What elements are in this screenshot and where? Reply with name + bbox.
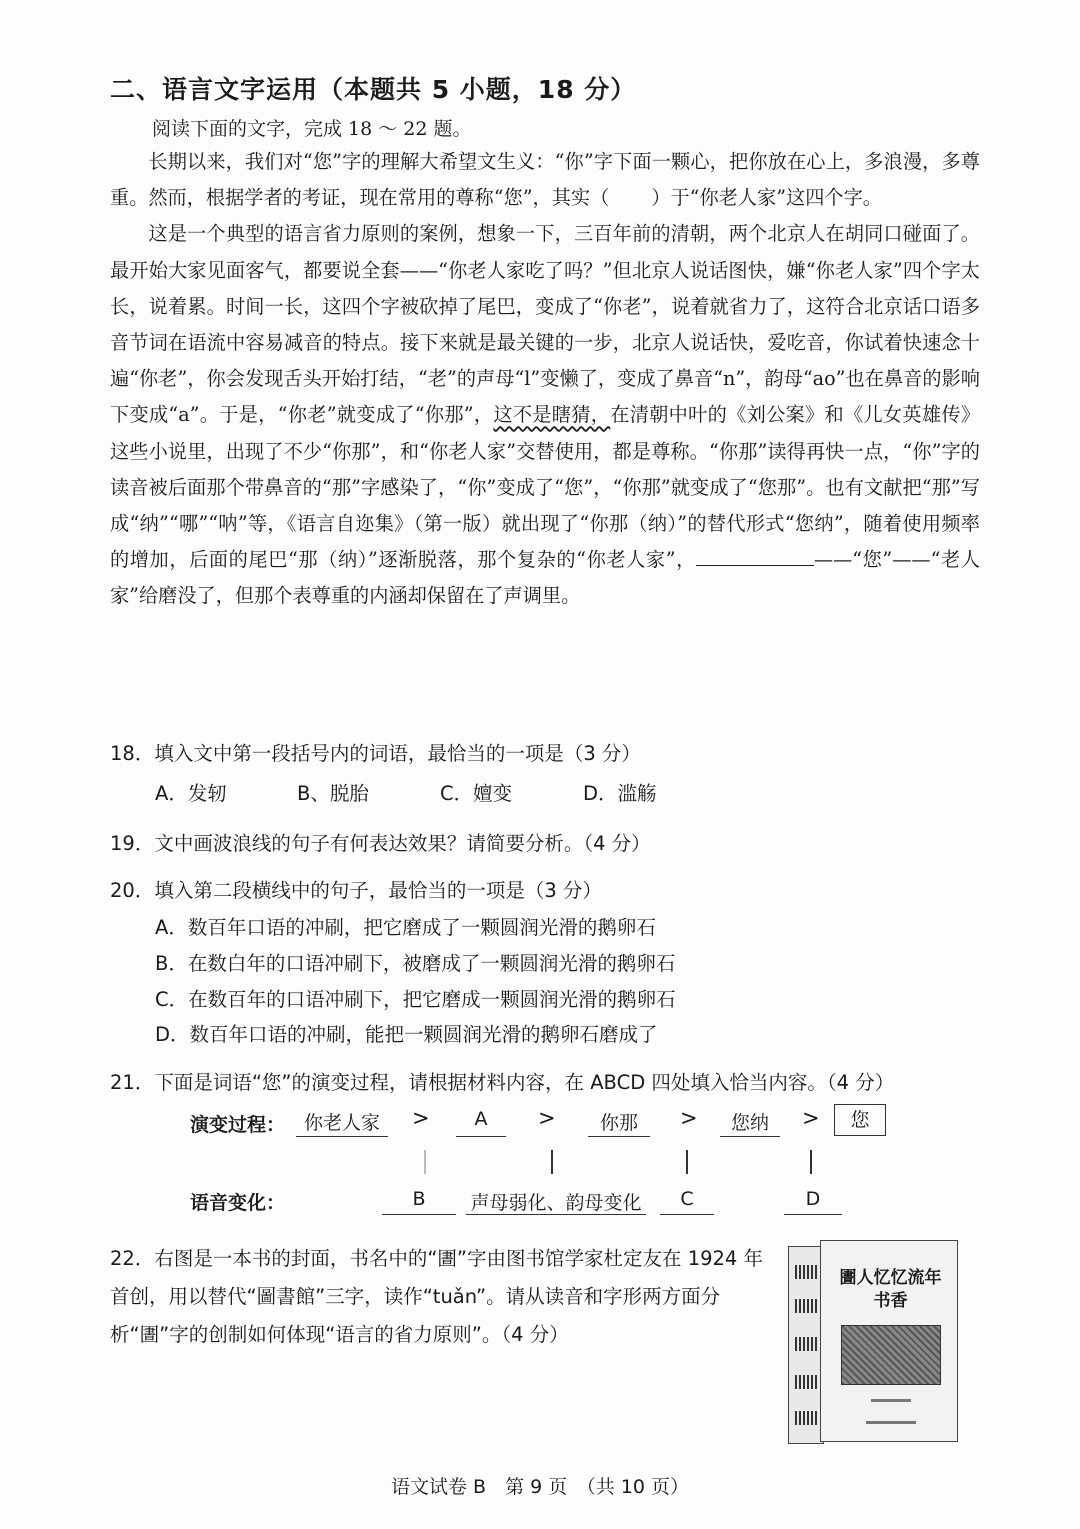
book-front: [820, 1240, 958, 1442]
question-22-text: 22．右图是一本书的封面，书名中的“圕”字由图书馆学家杜定友在 1924 年首创，用以替代“圖書館”三字，读作“tuǎn”。请从读音和字形两方面分析“圕”字的创制如何体现“语言的省力原则”。（4 分）: [110, 1247, 764, 1346]
change-b-blank: B: [382, 1188, 456, 1215]
phonetic-change-label: 语音变化：: [190, 1192, 286, 1214]
arrow-3: >: [680, 1106, 698, 1130]
reading-passage: [110, 144, 980, 615]
change-d-blank: D: [784, 1188, 842, 1215]
book-spine: [788, 1246, 824, 1444]
book-cover-image: [788, 1240, 958, 1445]
passage-p1-part-a: 长期以来，我们对“您”字的理解大希望文生义：“你”字下面一颗心，把你放在心上，多浪漫，多尊重。然而，根据学者的考证，现在常用的尊称“您”，其实（: [110, 150, 980, 210]
q20-option-b: B．在数白年的口语冲刷下，被磨成了一颗圆润光滑的鹅卵石: [155, 952, 676, 975]
connector-line-2: [551, 1150, 553, 1174]
passage-p2-part-c: ——“您”——“老人家”给磨没了，但那个表尊重的内涵却保留在了声调里。: [110, 548, 980, 608]
passage-p2-part-b: 在清朝中叶的《刘公案》和《儿女英雄传》这些小说里，出现了不少“你那”，和“你老人家”交替使用，都是尊称。“你那”读得再快一点，“你”字的读音被后面那个带鼻音的“那”字感染了，“你”变成了“您”，“你那”就变成了“您那”。也有文献把“那”写成“纳”“哪”“呐”等，《语言自迩集》（第一版）就出现了“你那（纳）”的替代形式“您纳”，随着使用频率的增加，后面的尾巴“那（纳）”逐渐脱落，那个复杂的“你老人家”，: [110, 403, 981, 572]
node-ni-lao-ren-jia: 你老人家: [296, 1108, 388, 1137]
reading-instruction: 阅读下面的文字，完成 18 ～ 22 题。: [152, 118, 472, 140]
section-title: 二、语言文字运用（本题共 5 小题，18 分）: [110, 75, 637, 104]
spine-mark: [795, 1265, 817, 1279]
connector-line-c: [686, 1150, 688, 1174]
node-nin-na: 您纳: [720, 1108, 780, 1137]
arrow-1: >: [412, 1106, 430, 1130]
evolution-process-label: 演变过程：: [190, 1114, 286, 1136]
q18-option-a: A．发轫: [155, 782, 227, 805]
q18-option-c: C．嬗变: [440, 782, 513, 805]
spine-mark: [795, 1337, 817, 1351]
wavy-underlined-sentence: 这不是瞎猜，: [493, 403, 611, 427]
q20-option-d: D．数百年口语的冲刷，能把一颗圆润光滑的鹅卵石磨成了: [155, 1023, 658, 1046]
question-19-stem: 19．文中画波浪线的句子有何表达效果？请简要分析。（4 分）: [110, 832, 651, 855]
arrow-2: >: [538, 1106, 556, 1130]
passage-p1-part-b: ）于“你老人家”这四个字。: [651, 186, 882, 210]
fill-in-blank-line: [696, 547, 814, 566]
question-18-stem: 18．填入文中第一段括号内的词语，最恰当的一项是（3 分）: [110, 742, 641, 765]
connector-line-d: [810, 1150, 812, 1174]
book-cover-title: 圕人忆忆流年书香: [839, 1268, 942, 1311]
page-footer: 语文试卷 B 第 9 页 （共 10 页）: [391, 1476, 689, 1498]
node-ni-na: 你那: [588, 1108, 650, 1137]
change-initial-final: 声母弱化、韵母变化: [466, 1188, 646, 1215]
spine-mark: [795, 1375, 817, 1389]
arrow-4: >: [802, 1106, 820, 1130]
spine-mark: [795, 1299, 817, 1313]
question-21-stem: 21．下面是词语“您”的演变过程，请根据材料内容，在 ABCD 四处填入恰当内容。（4 分）: [110, 1071, 895, 1094]
book-cover-picture: [841, 1325, 941, 1385]
q20-option-c: C．在数百年的口语冲刷下，把它磨成一颗圆润光滑的鹅卵石: [155, 988, 676, 1011]
cover-author-line: [871, 1399, 911, 1402]
node-a-blank: A: [456, 1108, 506, 1137]
q20-option-a: A．数百年口语的冲刷，把它磨成了一颗圆润光滑的鹅卵石: [155, 916, 656, 939]
node-nin-boxed: 您: [834, 1104, 886, 1136]
q18-option-d: D．滥觞: [583, 782, 657, 805]
change-c-blank: C: [660, 1188, 714, 1215]
connector-line-b: [424, 1150, 426, 1174]
passage-paragraph-2: [110, 216, 980, 614]
q18-option-b: B、脱胎: [297, 782, 369, 805]
passage-p2-part-a: 这是一个典型的语言省力原则的案例，想象一下，三百年前的清朝，两个北京人在胡同口碰面了。最开始大家见面客气，都要说全套——“你老人家吃了吗？”但北京人说话图快，嫌“你老人家”四个字太长，说着累。时间一长，这四个字被砍掉了尾巴，变成了“你老”，说着就省力了，这符合北京话口语多音节词在语流中容易减音的特点。接下来就是最关键的一步，北京人说话快，爱吃音，你试着快速念十遍“你老”，你会发现舌头开始打结，“老”的声母“l”变懒了，变成了鼻音“n”，韵母“ao”也在鼻音的影响下变成“a”。于是，“你老”就变成了“你那”，: [110, 222, 980, 427]
cover-publisher-line: [866, 1421, 916, 1424]
spine-mark: [795, 1411, 817, 1425]
passage-paragraph-1: [110, 144, 980, 216]
question-20-stem: 20．填入第二段横线中的句子，最恰当的一项是（3 分）: [110, 879, 602, 902]
